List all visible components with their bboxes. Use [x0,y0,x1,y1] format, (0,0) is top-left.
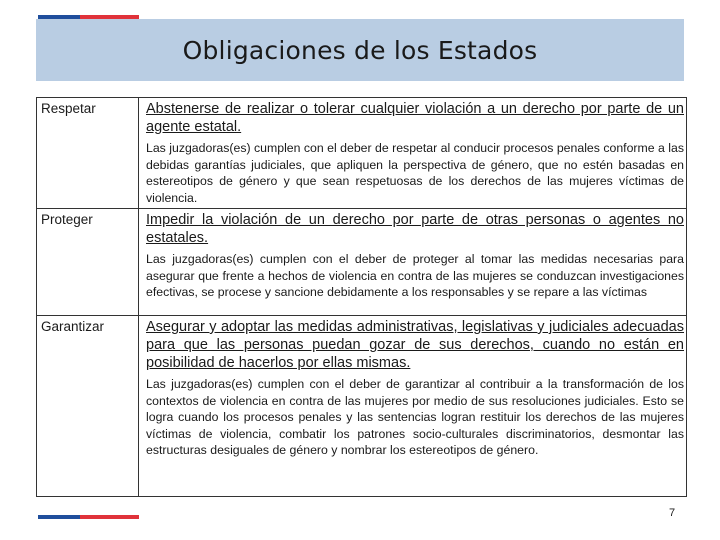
page-number: 7 [669,507,676,519]
row-content [139,209,686,315]
table-row-proteger [37,209,686,316]
flag-stripe-red [80,515,139,519]
row-content [139,316,686,496]
row-label: Proteger [37,209,139,315]
row-label: Respetar [37,98,139,208]
title-banner [36,19,684,81]
slide-title: Obligaciones de los Estados [182,35,538,65]
principle-text: Asegurar y adoptar las medidas administrativas, legislativas y judiciales adecuadas para que las personas puedan gozar de sus derechos, cuando no están en posibilidad de hacerlos por ellas mismas. [146,319,684,371]
table-row-respetar [37,98,686,209]
flag-stripe-blue [38,515,80,519]
obligations-table [36,97,687,497]
detail-text: Las juzgadoras(es) cumplen con el deber de garantizar al contribuir a la transformación de los contextos de violencia en contra de las mujeres por medio de sus resoluciones judiciales. Esto se logra cuando los procesos penales y las sentencias logran restituir los derechos de las mujeres víctimas de violencia, combatir los patrones socio-culturales discriminatorios, desmontar las estructuras desiguales de género y nombrar los estereotipos de género. [146,377,684,458]
detail-text: Las juzgadoras(es) cumplen con el deber de respetar al conducir procesos penales conforme a las debidas garantías judiciales, que apliquen la perspectiva de género, que no estén basadas en estereotipos de género y que sean respetuosas de los derechos de las mujeres víctimas de violencia. [146,141,684,205]
principle-text: Abstenerse de realizar o tolerar cualquier violación a un derecho por parte de un agente estatal. [146,101,684,135]
detail-text: Las juzgadoras(es) cumplen con el deber de proteger al tomar las medidas necesarias para asegurar que frente a hechos de violencia en contra de las mujeres se conduzcan investigaciones efectivas, se procese y sancione debidamente a los responsables y se repare a las víctimas [146,252,684,300]
table-row-garantizar [37,316,686,496]
flag-stripe-bottom [38,515,139,519]
principle-text: Impedir la violación de un derecho por parte de otras personas o agentes no estatales. [146,212,684,246]
row-content [139,98,686,208]
row-label: Garantizar [37,316,139,496]
